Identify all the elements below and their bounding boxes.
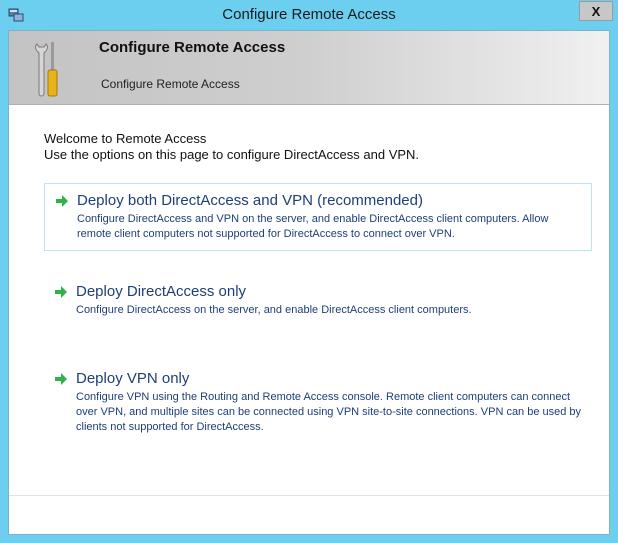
option-description: Configure DirectAccess and VPN on the server, and enable DirectAccess client computers. Allow remote client computers not supported for DirectAccess to connect over VPN. (77, 213, 549, 240)
title-bar[interactable] (0, 0, 618, 30)
option-title[interactable]: Deploy VPN only (76, 370, 190, 387)
green-arrow-icon (54, 372, 68, 386)
option-description: Configure DirectAccess on the server, and enable DirectAccess client computers. (76, 304, 472, 316)
option-deploy-directaccess[interactable] (44, 275, 592, 326)
option-description: Configure VPN using the Routing and Remote Access console. Remote client computers can connect over VPN, and multiple sites can be connected using VPN site-to-site connections. VPN can be used by clients not supported for DirectAccess. (76, 391, 582, 433)
green-arrow-icon (55, 194, 69, 208)
green-arrow-icon (54, 285, 68, 299)
welcome-heading: Welcome to Remote Access (44, 131, 207, 146)
intro-text (44, 131, 419, 163)
window-title: Configure Remote Access (222, 6, 396, 23)
header-banner (9, 31, 609, 105)
tools-icon (31, 38, 65, 98)
wizard-content (8, 30, 610, 535)
option-title[interactable]: Deploy both DirectAccess and VPN (recommended) (77, 192, 423, 209)
close-icon: X (591, 3, 601, 19)
close-button[interactable] (579, 1, 613, 21)
option-deploy-vpn[interactable] (44, 362, 592, 443)
banner-title: Configure Remote Access (99, 39, 286, 56)
option-title[interactable]: Deploy DirectAccess only (76, 283, 247, 300)
option-deploy-both[interactable] (44, 183, 592, 251)
footer-divider (9, 495, 609, 496)
welcome-description: Use the options on this page to configure DirectAccess and VPN. (44, 147, 420, 162)
banner-subtitle: Configure Remote Access (101, 77, 240, 91)
